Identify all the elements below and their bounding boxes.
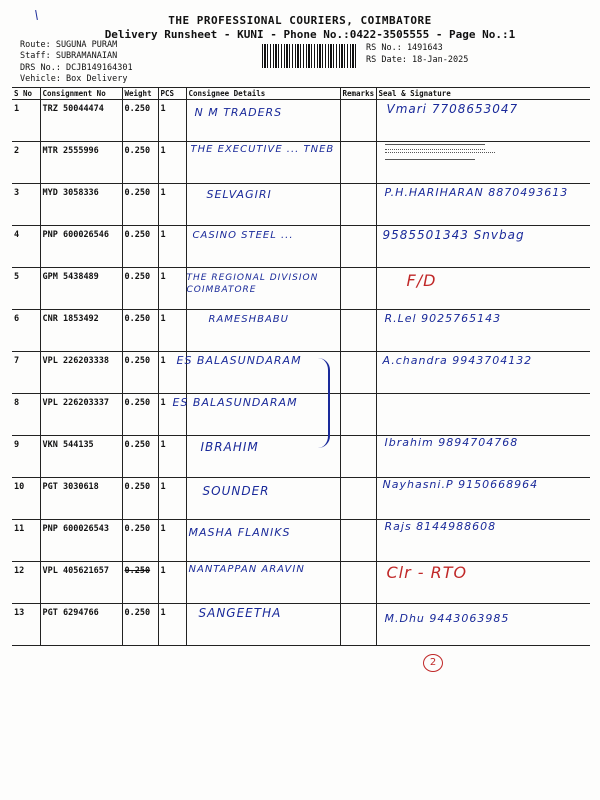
cell-consignment: VPL 226203338 xyxy=(40,352,122,394)
cell-signature xyxy=(376,184,590,226)
cell-sno: 9 xyxy=(12,436,40,478)
cell-remarks xyxy=(340,142,376,184)
cell-sno: 7 xyxy=(12,352,40,394)
circled-page-number: 2 xyxy=(423,654,443,672)
cell-pcs: 1 xyxy=(158,184,186,226)
cell-weight: 0.250 xyxy=(122,436,158,478)
cell-consignment: VPL 226203337 xyxy=(40,394,122,436)
cell-signature xyxy=(376,520,590,562)
cell-weight: 0.250 xyxy=(122,100,158,142)
cell-remarks xyxy=(340,310,376,352)
cell-pcs: 1 xyxy=(158,310,186,352)
runsheet-table xyxy=(12,87,590,646)
bracket-mark xyxy=(312,358,330,448)
handwritten-consignee: MASHA FLANIKS xyxy=(188,526,291,539)
handwritten-consignee: N M TRADERS xyxy=(194,106,283,119)
cell-pcs: 1 xyxy=(158,562,186,604)
handwritten-signature: 9585501343 Snvbag xyxy=(382,228,525,242)
cell-sno: 6 xyxy=(12,310,40,352)
cell-consignee xyxy=(186,310,340,352)
cell-consignee xyxy=(186,268,340,310)
drs-label: DRS No.: DCJB149164301 xyxy=(20,63,133,73)
col-pcs: PCS xyxy=(158,88,186,100)
cell-weight: 0.250 xyxy=(122,352,158,394)
col-consignee: Consignee Details xyxy=(186,88,340,100)
cell-signature xyxy=(376,478,590,520)
cell-consignment: MTR 2555996 xyxy=(40,142,122,184)
cell-weight: 0.250 xyxy=(122,520,158,562)
route-label: Route: SUGUNA PURAM xyxy=(20,40,118,50)
handwritten-consignee: THE REGIONAL DIVISION COIMBATORE xyxy=(186,273,319,295)
table-header-row xyxy=(12,88,590,100)
handwritten-consignee: THE EXECUTIVE ... TNEB xyxy=(190,144,335,155)
cell-sno: 1 xyxy=(12,100,40,142)
handwritten-signature: Clr - RTO xyxy=(386,563,468,582)
cell-sno: 5 xyxy=(12,268,40,310)
cell-signature xyxy=(376,268,590,310)
cell-consignee xyxy=(186,604,340,646)
cell-consignment: CNR 1853492 xyxy=(40,310,122,352)
table-row xyxy=(12,520,590,562)
cell-remarks xyxy=(340,352,376,394)
cell-consignment: PNP 600026543 xyxy=(40,520,122,562)
handwritten-consignee: NANTAPPAN ARAVIN xyxy=(188,564,305,575)
cell-remarks xyxy=(340,562,376,604)
cell-signature xyxy=(376,352,590,394)
cell-weight: 0.250 xyxy=(122,142,158,184)
handwritten-consignee: SOUNDER xyxy=(202,484,270,498)
handwritten-signature: Ibrahim 9894704768 xyxy=(384,436,519,449)
cell-sno: 4 xyxy=(12,226,40,268)
col-remarks: Remarks xyxy=(340,88,376,100)
handwritten-signature: R.Lel 9025765143 xyxy=(384,312,502,325)
cell-signature xyxy=(376,310,590,352)
cell-pcs: 1 xyxy=(158,226,186,268)
rs-date-label: RS Date: 18-Jan-2025 xyxy=(366,55,469,65)
cell-consignment: PNP 600026546 xyxy=(40,226,122,268)
cell-pcs: 1 xyxy=(158,604,186,646)
barcode xyxy=(262,44,358,68)
handwritten-consignee: RAMESHBABU xyxy=(208,314,289,325)
cell-consignee xyxy=(186,562,340,604)
table-row xyxy=(12,268,590,310)
cell-consignment: MYD 3058336 xyxy=(40,184,122,226)
cell-remarks xyxy=(340,478,376,520)
company-title: THE PROFESSIONAL COURIERS, COIMBATORE xyxy=(168,14,432,27)
cell-consignment: GPM 5438489 xyxy=(40,268,122,310)
cell-weight: 0.250 xyxy=(122,310,158,352)
runsheet-subtitle: Delivery Runsheet - KUNI - Phone No.:0422-3505555 - Page No.:1 xyxy=(104,28,516,41)
table-row xyxy=(12,100,590,142)
col-sno: S No xyxy=(12,88,40,100)
table-row xyxy=(12,142,590,184)
cell-consignment: TRZ 50044474 xyxy=(40,100,122,142)
handwritten-consignee: CASINO STEEL ... xyxy=(192,230,294,241)
cell-consignee xyxy=(186,100,340,142)
col-weight: Weight xyxy=(122,88,158,100)
table-row xyxy=(12,436,590,478)
table-row xyxy=(12,394,590,436)
handwritten-signature: Rajs 8144988608 xyxy=(384,520,497,533)
cell-pcs: 1 xyxy=(158,142,186,184)
cell-remarks xyxy=(340,436,376,478)
table-row xyxy=(12,310,590,352)
handwritten-signature: P.H.HARIHARAN 8870493613 xyxy=(384,186,569,199)
seal-stamp xyxy=(385,144,505,176)
cell-remarks xyxy=(340,604,376,646)
cell-consignee xyxy=(186,226,340,268)
table-row xyxy=(12,604,590,646)
cell-consignment: PGT 6294766 xyxy=(40,604,122,646)
table-row xyxy=(12,352,590,394)
cell-sno: 12 xyxy=(12,562,40,604)
cell-pcs: 1 xyxy=(158,100,186,142)
handwritten-signature: M.Dhu 9443063985 xyxy=(384,612,510,625)
cell-consignee xyxy=(186,520,340,562)
cell-consignee xyxy=(186,142,340,184)
cell-pcs: 1 xyxy=(158,520,186,562)
table-row xyxy=(12,478,590,520)
cell-pcs: 1 xyxy=(158,352,186,394)
cell-pcs: 1 xyxy=(158,268,186,310)
cell-consignment: VKN 544135 xyxy=(40,436,122,478)
table-row xyxy=(12,184,590,226)
cell-weight: 0.250 xyxy=(122,268,158,310)
cell-remarks xyxy=(340,520,376,562)
cell-weight: 0.250 xyxy=(122,394,158,436)
cell-signature xyxy=(376,226,590,268)
cell-pcs: 1 xyxy=(158,478,186,520)
cell-remarks xyxy=(340,226,376,268)
cell-consignment: VPL 405621657 xyxy=(40,562,122,604)
col-signature: Seal & Signature xyxy=(376,88,590,100)
col-consignment: Consignment No xyxy=(40,88,122,100)
cell-signature xyxy=(376,100,590,142)
handwritten-consignee: ES BALASUNDARAM xyxy=(176,354,302,367)
cell-weight: 0.250 xyxy=(122,562,158,604)
cell-sno: 8 xyxy=(12,394,40,436)
handwritten-signature: F/D xyxy=(406,271,437,290)
cell-sno: 11 xyxy=(12,520,40,562)
cell-consignee xyxy=(186,184,340,226)
handwritten-consignee: SANGEETHA xyxy=(198,606,282,620)
cell-remarks xyxy=(340,184,376,226)
cell-sno: 3 xyxy=(12,184,40,226)
cell-weight: 0.250 xyxy=(122,478,158,520)
cell-signature xyxy=(376,604,590,646)
cell-signature xyxy=(376,142,590,184)
cell-weight: 0.250 xyxy=(122,226,158,268)
cell-signature xyxy=(376,436,590,478)
rs-no-label: RS No.: 1491643 xyxy=(366,43,443,53)
handwritten-signature: Vmari 7708653047 xyxy=(386,102,519,116)
cell-sno: 13 xyxy=(12,604,40,646)
cell-remarks xyxy=(340,394,376,436)
handwritten-consignee: SELVAGIRI xyxy=(206,188,272,201)
cell-pcs: 1 xyxy=(158,436,186,478)
handwritten-signature: Nayhasni.P 9150668964 xyxy=(382,478,539,491)
cell-sno: 10 xyxy=(12,478,40,520)
cell-weight: 0.250 xyxy=(122,604,158,646)
handwritten-consignee: ES BALASUNDARAM xyxy=(172,396,298,409)
cell-remarks xyxy=(340,100,376,142)
handwritten-consignee: IBRAHIM xyxy=(200,440,259,454)
vehicle-label: Vehicle: Box Delivery xyxy=(20,74,128,84)
cell-consignee xyxy=(186,478,340,520)
cell-signature xyxy=(376,394,590,436)
cell-signature xyxy=(376,562,590,604)
cell-weight: 0.250 xyxy=(122,184,158,226)
cell-remarks xyxy=(340,268,376,310)
staff-label: Staff: SUBRAMANAIAN xyxy=(20,51,118,61)
handwritten-signature: A.chandra 9943704132 xyxy=(382,354,533,367)
table-row xyxy=(12,562,590,604)
cell-consignment: PGT 3030618 xyxy=(40,478,122,520)
cell-pcs: 1 xyxy=(158,394,186,436)
table-row xyxy=(12,226,590,268)
cell-sno: 2 xyxy=(12,142,40,184)
